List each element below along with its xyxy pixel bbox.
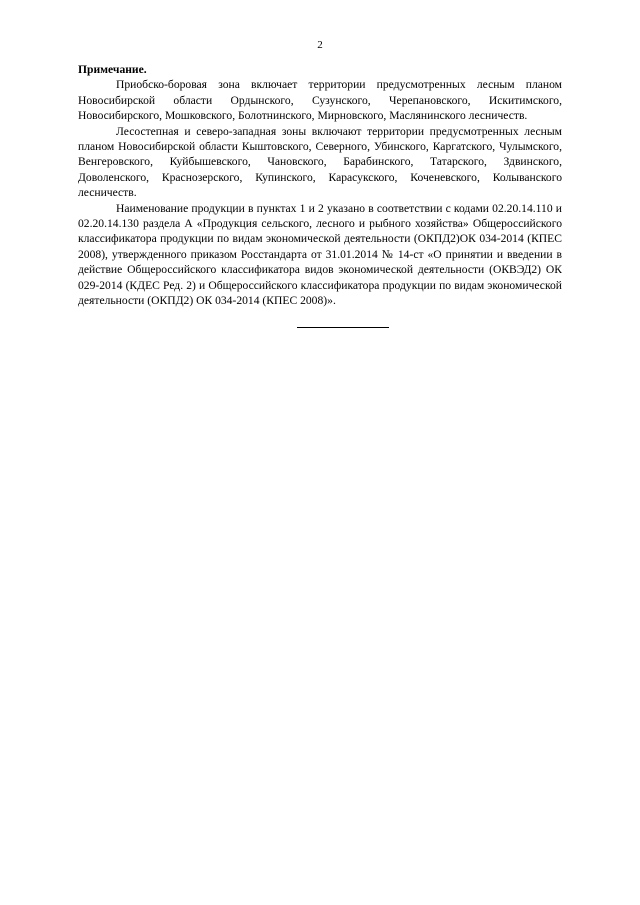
note-title: Примечание. (78, 63, 147, 76)
note-paragraph-naimenovanie: Наименование продукции в пунктах 1 и 2 указано в соответствии с кодами 02.20.14.110 и 02.20.14.130 раздела А «Продукция сельского, лесного и рыбного хозяйства» Общероссийского классификатора продукции по видам экономической деятельности (ОКПД2)ОК 034-2014 (КПЕС 2008), утвержденного приказом Росстандарта от 31.01.2014 № 14-ст «О принятии и введении в действие Общероссийского классификатора видов экономической деятельности (ОКВЭД2) ОК 029-2014 (КДЕС Ред. 2) и Общероссийского классификатора продукции по видам экономической деятельности (ОКПД2) ОК 034-2014 (КПЕС 2008)». (78, 201, 562, 308)
end-divider-line (297, 327, 389, 328)
note-paragraph-priobsko: Приобско-боровая зона включает территории предусмотренных лесным планом Новосибирской области Ордынского, Сузунского, Черепановского, Искитимского, Новосибирского, Мошковского, Болотнинского, Мирновского, Маслянинского лесничеств. (78, 78, 562, 123)
note-section (78, 62, 562, 309)
note-paragraph-lesostepnaya: Лесостепная и северо-западная зоны включают территории предусмотренных лесным планом Новосибирской области Кыштовского, Северного, Убинского, Каргатского, Чулымского, Венгеровского, Куйбышевского, Чановского, Барабинского, Татарского, Здвинского, Доволенского, Краснозерского, Купинского, Карасукского, Коченевского, Колыванского лесничеств. (78, 124, 562, 200)
page-number: 2 (317, 39, 323, 51)
